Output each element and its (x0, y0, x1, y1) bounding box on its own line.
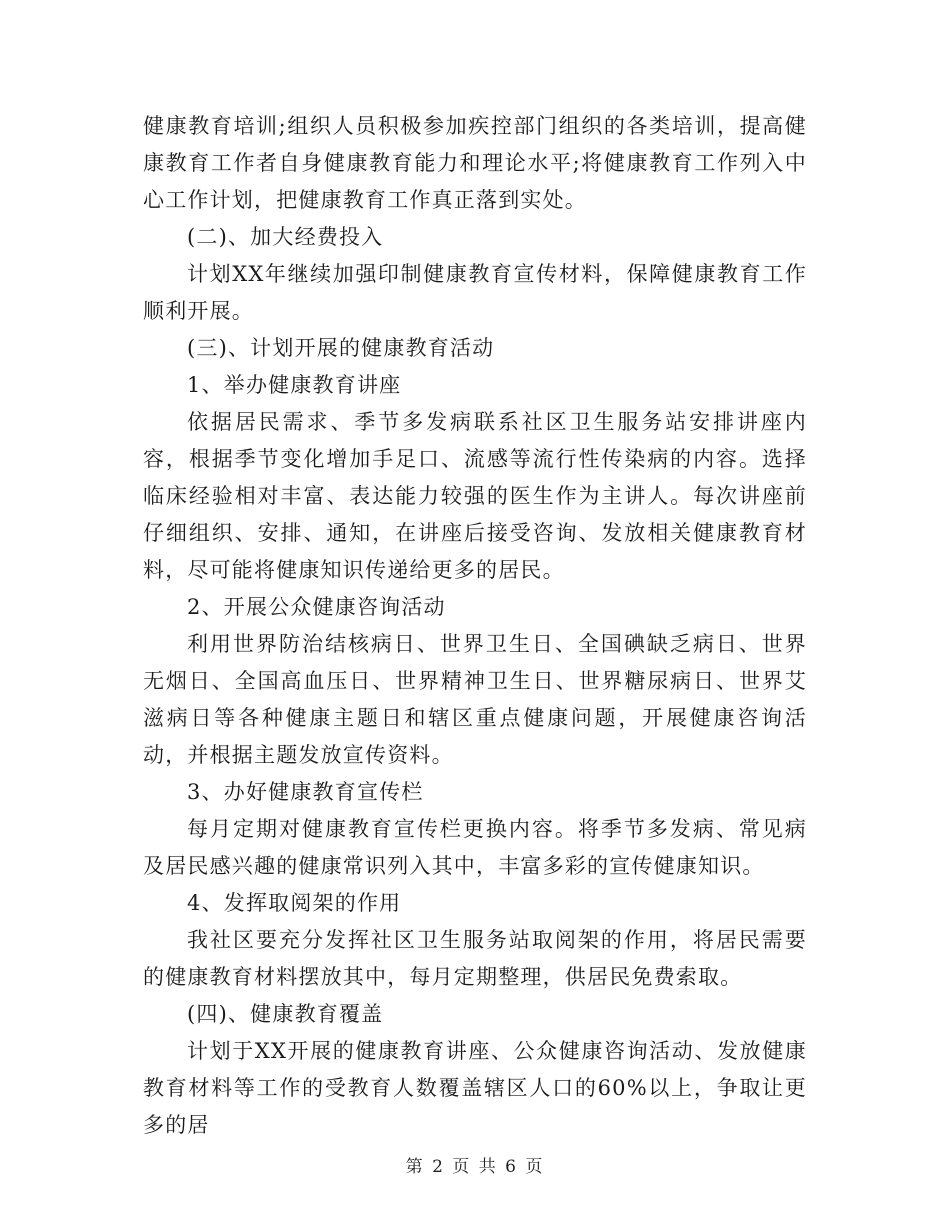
section-heading-3: (三)、计划开展的健康教育活动 (187, 336, 495, 360)
paragraph-coverage: 计划于XX开展的健康教育讲座、公众健康咨询活动、发放健康教育材料等工作的受教育人数覆盖辖区人口的60%以上，争取让更多的居 (143, 1039, 807, 1137)
subheading-lectures: 1、举办健康教育讲座 (187, 373, 402, 397)
paragraph-funding: 计划XX年继续加强印制健康教育宣传材料，保障健康教育工作顺利开展。 (143, 262, 807, 323)
subheading-bulletin: 3、办好健康教育宣传栏 (187, 780, 424, 804)
subheading-rack: 4、发挥取阅架的作用 (187, 891, 402, 915)
page-number-footer: 第 2 页 共 6 页 (405, 1157, 545, 1177)
paragraph-consultation: 利用世界防治结核病日、世界卫生日、全国碘缺乏病日、世界无烟日、全国高血压日、世界精神卫生日、世界糖尿病日、世界艾滋病日等各种健康主题日和辖区重点健康问题，开展健康咨询活动，并根据主题发放宣传资料。 (143, 632, 807, 767)
paragraph-rack: 我社区要充分发挥社区卫生服务站取阅架的作用，将居民需要的健康教育材料摆放其中，每月定期整理，供居民免费索取。 (143, 928, 807, 989)
subheading-consultation: 2、开展公众健康咨询活动 (187, 595, 446, 619)
paragraph-lectures: 依据居民需求、季节多发病联系社区卫生服务站安排讲座内容，根据季节变化增加手足口、流感等流行性传染病的内容。选择临床经验相对丰富、表达能力较强的医生作为主讲人。每次讲座前仔细组织、安排、通知，在讲座后接受咨询、发放相关健康教育材料，尽可能将健康知识传递给更多的居民。 (143, 410, 807, 582)
paragraph-1: 健康教育培训;组织人员积极参加疾控部门组织的各类培训，提高健康教育工作者自身健康教育能力和理论水平;将健康教育工作列入中心工作计划，把健康教育工作真正落到实处。 (143, 114, 807, 212)
section-heading-4: (四)、健康教育覆盖 (187, 1002, 384, 1026)
document-body (143, 108, 807, 1144)
paragraph-bulletin: 每月定期对健康教育宣传栏更换内容。将季节多发病、常见病及居民感兴趣的健康常识列入其中，丰富多彩的宣传健康知识。 (143, 817, 807, 878)
section-heading-2: (二)、加大经费投入 (187, 225, 384, 249)
